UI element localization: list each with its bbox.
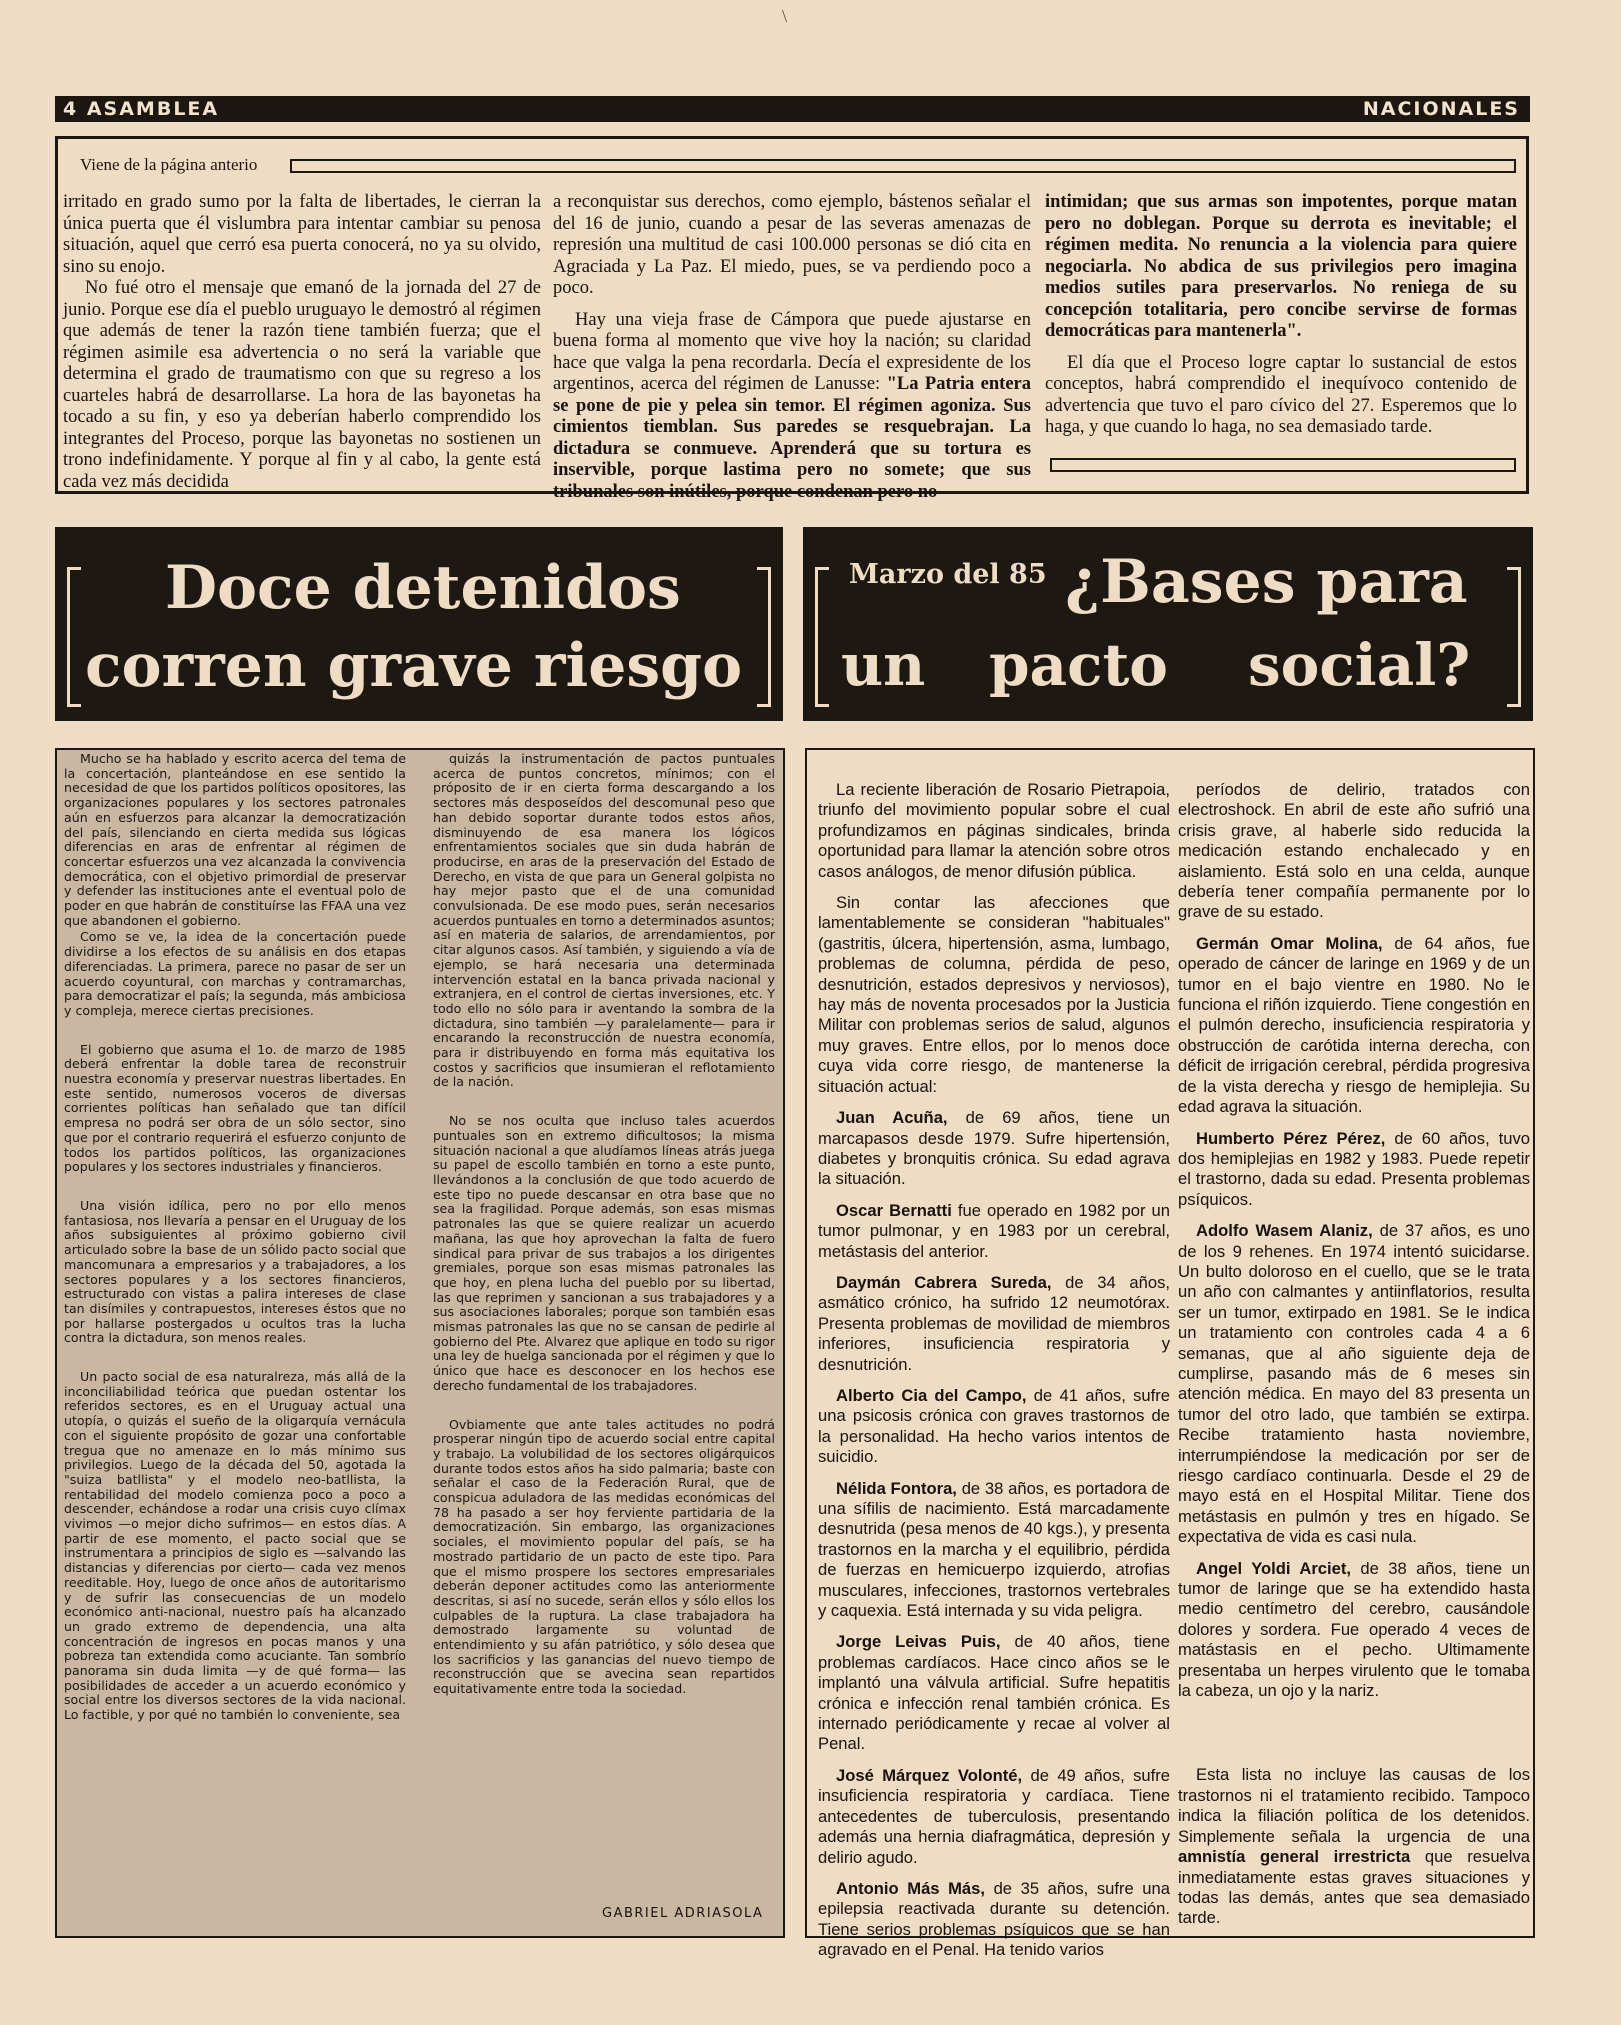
continuation-rule xyxy=(290,159,1516,173)
detainee-name: Juan Acuña, xyxy=(836,1108,948,1128)
continuation-end-rule xyxy=(1050,458,1516,472)
detainee-name: Antonio Más Más, xyxy=(836,1878,985,1898)
entry-text: de 38 años, es portadora de una sífilis de nacimiento. Está marcadamente desnutrida (pesa menos de 40 kgs.), y presenta trastornos en la marcha y el equilibrio, pérdida de fuerzas en hemicuerpo izquierdo, atrofias musculares, infecciones, trastornos vertebrales y caquexia. Está internada y su vida peligra. xyxy=(818,1478,1171,1621)
headline-line-2: corren grave riesgo xyxy=(85,631,743,701)
detainee-entry xyxy=(1178,1221,1530,1548)
continuation-column-2 xyxy=(553,192,1031,503)
headline-word: social? xyxy=(1248,631,1471,699)
detainee-entry xyxy=(818,1632,1170,1754)
paragraph xyxy=(1178,780,1530,923)
entry-text: de 38 años, tiene un tumor de laringe que se ha extendido hasta medio centímetro del cerebro, causándole dolores y sordera. Fue operado 4 veces de matástasis en el pecho. Ultimamente presentaba un herpes virulento que le tomaba la cabeza, un ojo y la nariz. xyxy=(1178,1558,1531,1701)
detainee-entry xyxy=(818,1879,1170,1961)
detainee-name: Jorge Leivas Puis, xyxy=(836,1632,1001,1652)
paragraph: No fué otro el mensaje que emanó de la jornada del 27 de junio. Porque ese día el pueblo uruguayo le demostró al régimen que además de tener la razón tiene también fuerza; que el régimen asimile esa advertencia o no será la variable que determina el grado de traumatismo con que su regreso a los cuarteles habrá de desarrollarse. La hora de las bayonetas ha tocado a su fin, y eso ya deberían haberlo comprendido los integrantes del Proceso, porque las bayonetas no sostienen un trono indefinidamente. Y porque al fin y al cabo, la gente está cada vez más decidida xyxy=(63,278,541,492)
section-name: NACIONALES xyxy=(1362,98,1520,120)
continued-from-label: Viene de la página anterio xyxy=(80,155,258,174)
detainee-entry xyxy=(818,1201,1170,1262)
headline-word: pacto xyxy=(989,631,1168,699)
detainee-name: Oscar Bernatti xyxy=(836,1200,952,1220)
entry-text: de 35 años, sufre una epilepsia reactivada durante su detención. Tiene serios problemas psíquicos que se han agravado en el Penal. Ha tenido varios xyxy=(818,1878,1170,1960)
detainee-entry xyxy=(1178,934,1530,1118)
quote-text xyxy=(1045,192,1517,343)
headline-box-left xyxy=(55,527,783,721)
continuation-column-1 xyxy=(63,192,541,493)
headline-line-1: ¿Bases para xyxy=(1065,547,1468,617)
paragraph: Mucho se ha hablado y escrito acerca del tema de la concertación, planteándose en ese sentido la necesidad de que los partidos políticos opositores, las organizaciones populares y los sectores patronales aún en esfuerzos para alcanzar la democratización del país, silenciando en cierta medida sus lógicas diferencias en aras de enfrentar al régimen de concertar esfuerzos una vez alcanzada la convivencia democrática, con el objetivo primordial de preservar y defender las instituciones ante el eventual polo de poder en que habrán de constituírse las FFAA una vez que abandonen el gobierno. xyxy=(64,751,406,928)
detainee-entry xyxy=(818,1273,1170,1375)
paragraph xyxy=(818,780,1170,882)
entry-text: períodos de delirio, tratados con electroshock. En abril de este año sufrió una crisis grave, al haberle sido reducida la medicación estando enchalecado y en aislamiento. Está solo en una celda, aunque debería tener compañía permanente por lo grave de su estado. xyxy=(1178,780,1530,922)
entry-text: de 37 años, es uno de los 9 rehenes. En 1974 intentó suicidarse. Un bulto doloroso en el cuello, que se le trata un año con calmantes y antiinflatorios, resulta ser un tumor, extirpado en 1981. Se le indica un tratamiento con controles cada 4 a 6 semanas, que al año siguiente deja de cumplirse, pasando más de 6 meses sin atención médica. En mayo del 83 presenta un tumor del otro lado, que también se extirpa. Recibe tratamiento hasta noviembre, interrumpiéndose la medicación por ser de riesgo cardíaco continuarla. Desde el 29 de mayo está en el Hospital Militar. Tiene dos metástasis en pulmón y tres en hígado. Se expectativa de vida es casi nula. xyxy=(1178,1221,1530,1547)
continuation-column-3 xyxy=(1045,192,1517,439)
entry-text: Esta lista no incluye las causas de los trastornos ni el tratamiento recibido. Tampoco indica la filiación política de los detenidos. Simplemente señala la urgencia de una xyxy=(1178,1765,1530,1846)
paragraph: Una visión idílica, pero no por ello menos fantasiosa, nos llevaría a pensar en el Uruguay de los años subsiguientes al próximo gobierno civil articulado sobre la base de un sólido pacto social que mancomunara a empresarios y a trabajadores, a los sectores populares y a los sectores financieros, estructurado con vistas a palira intereses de clase tan disímiles y contrapuestos, intereses éstos que no por hallarse postergados u ocultos tras la lucha contra la dictadura, son menos reales. xyxy=(64,1197,406,1346)
page-mark: \ xyxy=(782,6,788,26)
paragraph: No se nos oculta que incluso tales acuerdos puntuales son en extremo dificultosos; la misma situación nacional a que aludíamos líneas atrás juega su papel de escollo también en torno a este punto, llevándonos a la conclusión de que todo acuerdo de este tipo no puede descansar en otra base que no sea la fragilidad. Porque además, son esas mismas patronales las que se quiere realizar un acuerdo mañana, las que hoy aprovechan la falta de fuero sindical para privar de sus trabajos a los dirigentes gremiales, porque son esas mismas patronales las que hoy, en plena lucha del pueblo por su libertad, las que reprimen y sancionan a sus trabajadores y a sus asociaciones laborales; porque son también esas mismas patronales las que no se cansan de pedirle al gobierno del Pte. Alvarez que aplique en todo su rigor una ley de huelga sancionada por el régimen y que lo único que hace es desconocer en los hechos ese derecho fundamental de los trabajadores. xyxy=(433,1113,775,1393)
headline-kicker: Marzo del 85 xyxy=(849,559,1047,590)
detainee-name: Alberto Cia del Campo, xyxy=(836,1385,1027,1405)
left-article-column-2 xyxy=(433,752,775,1721)
detainee-name: Adolfo Wasem Alaniz, xyxy=(1196,1221,1373,1241)
headline-box-right xyxy=(803,527,1533,721)
entry-text: de 64 años, fue operado de cáncer de laringe en 1969 y de un tumor en el bajo vientre en 1980. No le funciona el riñón izquierdo. Tiene congestión en el pulmón derecho, insuficiencia respiratoria y obstrucción de carótida interna derecha, con déficit de irrigación cerebral, pérdida progresiva de la vista derecha y riesgo de hemiplejia. Su edad agrava la situación. xyxy=(1178,933,1530,1117)
entry-text: de 69 años, tiene un marcapasos desde 1979. Sufre hipertensión, diabetes y bronquitis crónica. Su edad agrava la situación. xyxy=(818,1108,1170,1189)
paragraph: El gobierno que asuma el 1o. de marzo de 1985 deberá enfrentar la doble tarea de reconstruir nuestra economía y preservar nuestras libertades. En este sentido, numerosos voceros de diversas corrientes políticas han señalado que tan difícil empresa no podrá ser obra de un sólo sector, sino que por el contrario requerirá el esfuerzo conjunto de todos los partidos políticos, las organizaciones populares y los sectores industriales y financieros. xyxy=(64,1041,406,1175)
right-article-column-1 xyxy=(818,780,1170,1972)
page-section-label: 4 ASAMBLEA xyxy=(63,98,220,120)
detainee-name: Germán Omar Molina, xyxy=(1196,933,1383,953)
entry-text: de 34 años, asmático crónico, ha sufrido 12 neumotórax. Presenta problemas de movilidad de miembros inferiores, insuficiencia respiratoria y desnutrición. xyxy=(818,1272,1170,1374)
headline-bracket-left xyxy=(815,567,829,707)
detainee-name: José Márquez Volonté, xyxy=(836,1765,1023,1785)
detainee-entry xyxy=(818,1108,1170,1190)
section-header-bar xyxy=(55,96,1530,122)
entry-text: de 60 años, tuvo dos hemiplejias en 1982 y 1983. Puede repetir el trastorno, dada su edad. Presenta problemas psíquicos. xyxy=(1178,1128,1530,1209)
detainee-entry xyxy=(818,1386,1170,1468)
detainee-name: Angel Yoldi Arciet, xyxy=(1196,1558,1351,1578)
left-article-column-1 xyxy=(64,752,406,1747)
headline-word: un xyxy=(841,631,926,699)
paragraph: Como se ve, la idea de la concertación puede dividirse a los efectos de su análisis en dos etapas diferenciadas. La primera, parece no pasar de ser un acuerdo coyuntural, con marchas y contramarchas, para democratizar el país; la segunda, más ambiciosa y compleja, merece ciertas precisiones. xyxy=(64,929,406,1018)
detainee-entry xyxy=(818,1479,1170,1622)
detainee-name: Daymán Cabrera Sureda, xyxy=(836,1272,1052,1292)
entry-text: que resuelva inmediatamente estas graves situaciones y todas las demás, antes que sea demasiado tarde. xyxy=(1178,1847,1530,1928)
paragraph-text: Hay una vieja frase de Cámpora que puede ajustarse en buena forma al momento que vive hoy la nación; su claridad hace que valga la pena recordarla. Decía el expresidente de los argentinos, acerca del régimen de Lanusse: xyxy=(553,309,1031,394)
entry-text: fue operado en 1982 por un tumor pulmonar, y en 1983 por un cerebral, metástasis del anterior. xyxy=(818,1200,1170,1261)
paragraph: quizás la instrumentación de pactos puntuales acerca de puntos concretos, mínimos; con el próposito de ir en cierta forma descargando a los sectores más desposeídos del descomunal peso que han debido soportar durante todos estos años, disminuyendo de esa manera los lógicos enfrentamientos sociales que sin duda habrán de producirse, en aras de la preservación del Estado de Derecho, en vista de que para un General golpista no hay mejor pasto que el de una comunidad convulsionada. De ese modo pues, serán necesarios acuerdos puntuales en torno a determinados asuntos; así en materia de salarios, de arrendamientos, por citar algunos casos. Así también, y siguiendo a vía de ejemplo, se hará necesaria una determinada intervención estatal en la banca privada nacional y extranjera, en el control de ciertas inversiones, etc. Y todo ello no sólo para ir aventando la sombra de la dictadura, sino también —y paralelamente— para ir encarando la reconstrucción de nuestra economía, para ir distribuyendo en forma más equitativa los costos y sacrificios que insumieran el reflotamiento de la nación. xyxy=(433,751,775,1090)
paragraph: a reconquistar sus derechos, como ejemplo, bástenos señalar el del 16 de junio, cuando a pesar de las severas amenazas de represión una multitud de casi 100.000 personas se dió cita en Agraciada y La Paz. El miedo, pues, se va perdiendo poco a poco. xyxy=(553,192,1031,298)
author-signature: GABRIEL ADRIASOLA xyxy=(602,1906,764,1921)
entry-text: de 49 años, sufre insuficiencia respiratoria y cardíaca. Tiene antecedentes de tuberculosis, presentando además una hernia diafragmática, depresión y delirio agudo. xyxy=(818,1765,1171,1867)
entry-text: La reciente liberación de Rosario Pietrapoia, triunfo del movimiento popular sobre el cual profundizamos en páginas sindicales, brinda oportunidad para llamar la atención sobre otros casos análogos, de menor difusión pública. xyxy=(818,780,1170,881)
right-article-column-2 xyxy=(1178,780,1530,1940)
headline-bracket-right xyxy=(757,567,771,707)
headline-line-1: Doce detenidos xyxy=(165,553,681,623)
quote-text: "La Patria entera se pone de pie y pelea sin temor. El régimen agoniza. Sus cimientos tiemblan. Sus paredes se resquebrajan. La dictadura se conmueve. Aprenderá que su tortura es inservible, porque lastima pero no somete; que sus tribunales son inútiles, porque condenan pero no xyxy=(553,374,1031,502)
detainee-name: Nélida Fontora, xyxy=(836,1478,957,1498)
paragraph: El día que el Proceso logre captar lo sustancial de estos conceptos, habrá comprendido el inequívoco contenido de advertencia que tuvo el paro cívico del 27. Esperemos que lo haga, y que cuando lo haga, no sea demasiado tarde. xyxy=(1045,352,1517,437)
paragraph: Ovbiamente que ante tales actitudes no podrá prosperar ningún tipo de acuerdo social entre capital y trabajo. La volubilidad de los sectores oligárquicos durante todos estos años ha sido palmaria; baste con señalar el caso de la Federación Rural, que de conspicua aduladora de las medidas económicas del 78 ha pasado a ser hoy ferviente partidaria de la democratización. Sin embargo, las organizaciones sociales, el movimiento popular del país, se ha mostrado partidario de un pacto de este tipo. Para que el mismo prospere los sectores empresariales deberán deponer actitudes como las anteriormente descritas, si así no sucede, serán ellos y sólo ellos los culpables de la ruptura. La clase trabajadora ha demostrado largamente su voluntad de entendimiento y su afán patriótico, y sólo desea que los sacrificios y las ganancias del nuevo tiempo de reconstrucción que se avecina sean repartidos equitativamente entre toda la sociedad. xyxy=(433,1416,775,1697)
paragraph: Un pacto social de esa naturalreza, más allá de la inconciliabilidad teórica que puedan ostentar los referidos sectores, es en el Uruguay actual una utopía, o quizás el sueño de la oligarquía vernácula con el siguiente propósito de gozar una confortable tregua que no amenaze en lo más mínimo sus privilegios. Luego de la década del 50, agotada la "suiza batllista" y el modelo neo-batllista, la rentabilidad del modelo comienza poco a poco a descender, echándose a rodar una crisis cuyo clímax vivimos —o mejor dicho sufrimos— en estos días. A partir de ese momento, el pacto social que se instrumentara a principios de siglo es —salvando las distancias y diferencias por cierto— cada vez menos reeditable. Hoy, luego de once años de autoritarismo y de sufrir las consecuencias de un modelo económico anti-nacional, nuestro país ha alcanzado un grado extremo de dependencia, una alta concentración de ingresos en pocas manos y una pobreza tan extendida como acuciante. Tan sombrío panorama sin duda limita —y de qué forma— las posibilidades de acceder a un acuerdo económico y social entre los diversos sectores de la vida nacional. Lo factible, y por qué no también lo conveniente, sea xyxy=(64,1369,406,1723)
paragraph xyxy=(818,893,1170,1097)
detainee-name: Humberto Pérez Pérez, xyxy=(1196,1128,1386,1148)
headline-bracket-left xyxy=(67,567,81,707)
entry-text: Sin contar las afecciones que lamentablemente se consideran "habituales" (gastritis, úlcera, hipertensión, asma, lumbago, problemas de columna, pérdida de peso, desnutrición, estados depresivos y nerviosos), hay más de noventa procesados por la Justicia Militar con problemas serios de salud, algunos muy graves. Entre ellos, por lo menos doce cuya vida corre riesgo, de mantenerse la situación actual: xyxy=(818,893,1170,1096)
headline-bracket-right xyxy=(1507,567,1521,707)
detainee-entry xyxy=(1178,1129,1530,1211)
paragraph xyxy=(1178,1765,1530,1928)
entry-text: de 40 años, tiene problemas cardíacos. Hace cinco años se le implantó una válvula artificial. Sufre hepatitis crónica e infección renal también crónica. Es internado periódicamente y recae al volver al Penal. xyxy=(818,1632,1170,1754)
detainee-entry xyxy=(818,1766,1170,1868)
quote-bold: intimidan; que sus armas son impotentes, porque matan pero no doblegan. Porque su derrota es inevitable; el régimen medita. No renuncia a la violencia para quiere negociarla. No abdica de sus privilegios pero imagina medios sutiles para preservarlos. No reniega de su concepción totalitaria, pero concibe servirse de formas democráticas para mantenerla". xyxy=(1045,192,1517,341)
paragraph: irritado en grado sumo por la falta de libertades, le cierran la única puerta que él vislumbra para intentar cambiar su penosa situación, aquel que cerró esa puerta conocerá, no ya su olvido, sino su enojo. xyxy=(63,192,541,277)
entry-text: de 41 años, sufre una psicosis crónica con graves trastornos de la personalidad. Ha hecho varios intentos de suicidio. xyxy=(818,1385,1170,1467)
emphasis-text: amnistía general irrestricta xyxy=(1178,1847,1411,1867)
paragraph xyxy=(553,310,1031,504)
detainee-entry xyxy=(1178,1559,1530,1702)
